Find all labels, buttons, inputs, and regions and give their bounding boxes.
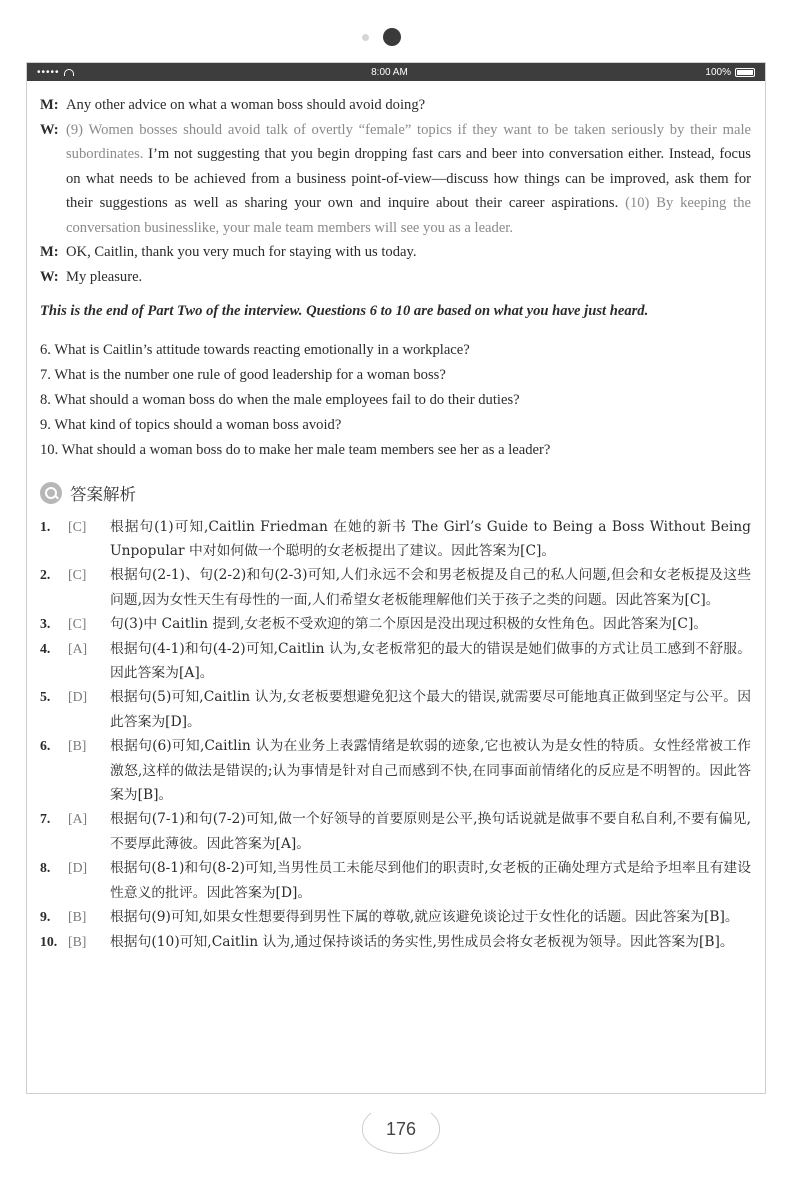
answer-item	[40, 856, 751, 905]
speaker-label: M:	[40, 244, 59, 260]
answer-text: 根据句(4-1)和句(4-2)可知,Caitlin 认为,女老板常犯的最大的错误是她们做事的方式让员工感到不舒服。因此答案为[A]。	[110, 640, 751, 682]
page-number-badge	[362, 1104, 440, 1154]
answer-list	[40, 515, 751, 954]
answer-text: 根据句(5)可知,Caitlin 认为,女老板要想避免犯这个最大的错误,就需要尽可能地真正做到坚定与公平。因此答案为[D]。	[110, 689, 751, 730]
answer-section-title: 答案解析	[70, 484, 136, 504]
tablet-screen	[26, 62, 766, 1094]
answer-text: 根据句(7-1)和句(7-2)可知,做一个好领导的首要原则是公平,换句话说就是做事不要自私自利,不要有偏见,不要厚此薄彼。因此答案为[A]。	[110, 811, 751, 852]
status-left	[37, 67, 74, 78]
answer-item	[40, 637, 751, 686]
speaker-label: W:	[40, 121, 59, 138]
answer-key: [A]	[68, 640, 88, 656]
question-item: 7. What is the number one rule of good leadership for a woman boss?	[40, 366, 446, 383]
dialogue-line	[40, 240, 751, 265]
answer-item	[40, 807, 751, 856]
answer-item	[40, 563, 751, 612]
question-item: 9. What kind of topics should a woman boss avoid?	[40, 416, 342, 433]
dialogue-line-w	[40, 118, 751, 241]
answer-key: [D]	[68, 860, 88, 876]
signal-icon: •••••	[37, 66, 60, 78]
status-time: 8:00 AM	[371, 66, 408, 78]
dialogue-text	[66, 118, 751, 241]
answer-number: 3.	[40, 616, 51, 632]
answer-text: 根据句(9)可知,如果女性想要得到男性下属的尊敬,就应该避免谈论过于女性化的话题。因此答案为[B]。	[110, 909, 739, 926]
section-intro: This is the end of Part Two of the interview. Questions 6 to 10 are based on what you have just heard.	[40, 303, 649, 319]
answer-item	[40, 612, 751, 636]
dialogue-line	[40, 93, 751, 118]
status-right	[705, 67, 755, 78]
camera-lens	[383, 28, 401, 46]
question-item: 6. What is Caitlin’s attitude towards reacting emotionally in a workplace?	[40, 341, 470, 358]
answer-number: 6.	[40, 738, 51, 754]
answer-item	[40, 734, 751, 807]
page-number: 176	[385, 1118, 417, 1139]
answer-key: [B]	[68, 933, 87, 949]
question-item: 10. What should a woman boss do to make her male team members see her as a leader?	[40, 441, 551, 458]
dialogue-text: OK, Caitlin, thank you very much for staying with us today.	[66, 244, 417, 260]
dialogue-line	[40, 265, 751, 290]
answer-key: [A]	[68, 811, 88, 827]
highlight-sentence-10: (10) By keeping the conversation businesslike, your male team members will see you as a leader.	[66, 195, 751, 236]
speaker-label: W:	[40, 268, 59, 285]
dialogue-text: My pleasure.	[66, 268, 143, 285]
question-item: 8. What should a woman boss do when the male employees fail to do their duties?	[40, 391, 520, 408]
answer-number: 5.	[40, 689, 51, 705]
answer-text: 根据句(2-1)、句(2-2)和句(2-3)可知,人们永远不会和男老板提及自己的私人问题,但会和女老板提及这些问题,因为女性天生有母性的一面,人们希望女老板能理解他们关于孩子之类的问题。因此答案为[C]。	[110, 567, 751, 608]
device-camera	[362, 28, 401, 46]
answer-item	[40, 515, 751, 564]
answer-section-header	[40, 481, 751, 505]
answer-item	[40, 905, 751, 929]
answer-key: [B]	[68, 909, 87, 925]
answer-item	[40, 930, 751, 954]
answer-key: [C]	[68, 567, 87, 583]
answer-number: 7.	[40, 811, 51, 827]
highlight-sentence-9: (9) Women bosses should avoid talk of overtly “female” topics if they want to be taken seriously by their male subordinates.	[66, 121, 751, 162]
wifi-icon	[64, 69, 74, 76]
battery-percent: 100%	[705, 66, 731, 78]
answer-text: 根据句(10)可知,Caitlin 认为,通过保持谈话的务实性,男性成员会将女老板视为领导。因此答案为[B]。	[110, 933, 734, 950]
dialogue-body: I’m not suggesting that you begin dropping fast cars and beer into conversation either. Instead, focus on what needs to be achieved from a business point-of-view—discuss how things can be improved, ask them for their suggestions as well as sharing your own and inquire about their career aspirations.	[66, 146, 751, 211]
answer-number: 1.	[40, 518, 51, 534]
battery-icon	[735, 68, 755, 77]
answer-key: [C]	[68, 518, 87, 534]
answer-number: 2.	[40, 567, 51, 583]
speaker-label: M:	[40, 97, 59, 113]
answer-number: 4.	[40, 640, 51, 656]
page-content	[27, 81, 765, 954]
answer-key: [C]	[68, 616, 87, 632]
answer-number: 9.	[40, 909, 51, 925]
answer-text: 根据句(1)可知,Caitlin Friedman 在她的新书 The Girl’s Guide to Being a Boss Without Being Unpopular 中对如何做一个聪明的女老板提出了建议。因此答案为[C]。	[110, 518, 751, 559]
camera-sensor-dot	[362, 34, 369, 41]
answer-key: [B]	[68, 738, 87, 754]
answer-number: 10.	[40, 933, 58, 949]
status-bar	[27, 63, 765, 81]
answer-key: [D]	[68, 689, 88, 705]
dialogue-text: Any other advice on what a woman boss should avoid doing?	[66, 97, 426, 113]
answer-text: 句(3)中 Caitlin 提到,女老板不受欢迎的第二个原因是没出现过积极的女性角色。因此答案为[C]。	[110, 616, 708, 633]
answer-item	[40, 685, 751, 734]
answer-number: 8.	[40, 860, 51, 876]
magnifier-icon	[40, 482, 62, 504]
answer-text: 根据句(6)可知,Caitlin 认为在业务上表露情绪是软弱的迹象,它也被认为是女性的特质。女性经常被工作激怒,这样的做法是错误的;认为事情是针对自己而感到不快,在同事面前情绪化的反应是不明智的。因此答案为[B]。	[110, 738, 751, 804]
answer-text: 根据句(8-1)和句(8-2)可知,当男性员工未能尽到他们的职责时,女老板的正确处理方式是给予坦率且有建设性意义的批评。因此答案为[D]。	[110, 860, 751, 901]
